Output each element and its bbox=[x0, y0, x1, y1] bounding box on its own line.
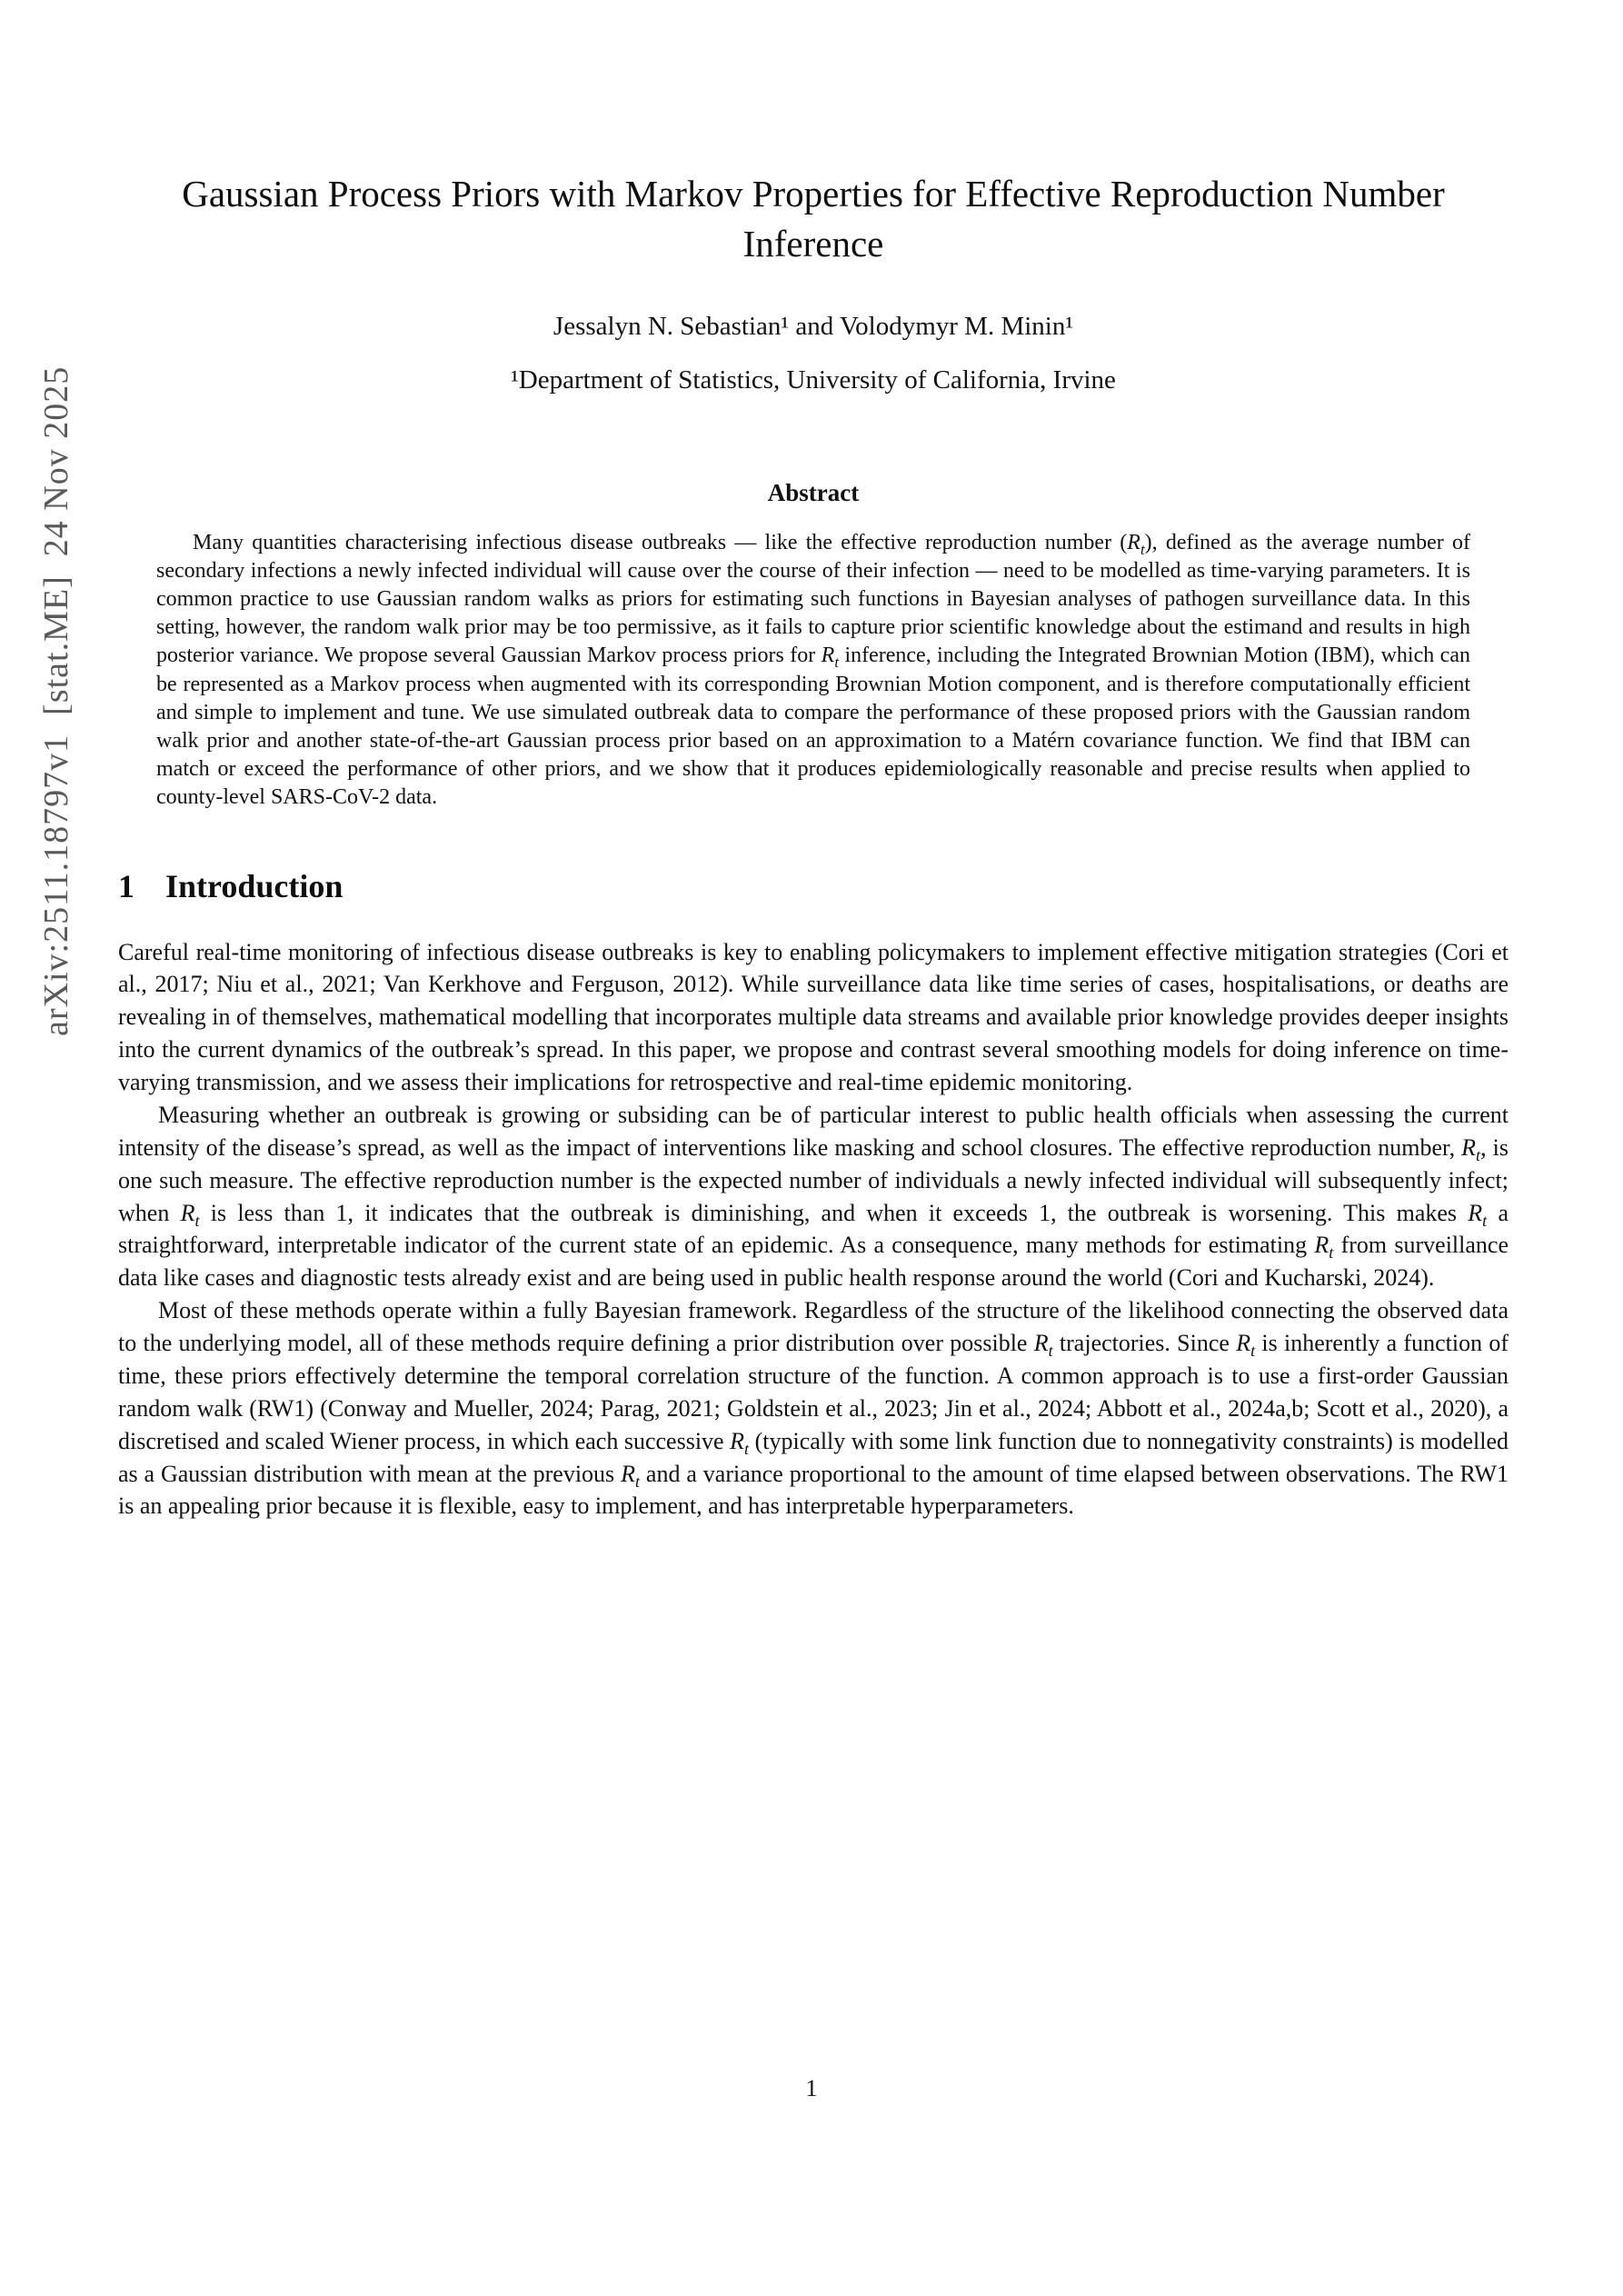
math-symbol: R bbox=[730, 1427, 745, 1454]
math-symbol: R bbox=[821, 644, 835, 668]
text-run: (typically with some link function due to nonnegativity constraints) is modelled as a Gaussian distribution with mean at the previous bbox=[118, 1427, 1508, 1487]
math-symbol: t bbox=[1048, 1342, 1053, 1361]
text-run: is less than 1, it indicates that the outbreak is diminishing, and when it exceeds 1, the outbreak is worsening. This makes bbox=[199, 1199, 1469, 1226]
page-number: 1 bbox=[805, 2075, 818, 2101]
math-symbol: t bbox=[1476, 1146, 1481, 1164]
paragraph bbox=[118, 1294, 1508, 1522]
abstract-heading: Abstract bbox=[767, 478, 860, 506]
paragraph bbox=[118, 936, 1508, 1099]
section-number: 1 bbox=[118, 867, 134, 904]
text-run: trajectories. Since bbox=[1052, 1330, 1237, 1357]
text-run: a straightforward, interpretable indicator of the current state of an epidemic. As a consequence, many methods for estimating bbox=[118, 1199, 1508, 1259]
text-run: , is one such measure. The effective reproduction number is the expected number of individuals a newly infected individual will subsequently infect; when bbox=[118, 1133, 1509, 1226]
text-run: Measuring whether an outbreak is growing or subsiding can be of particular interest to public health officials when assessing the current intensity of the disease’s spread, as well as the impact of interventions like masking and school closures. The effective reproduction number, bbox=[118, 1101, 1508, 1161]
math-symbol: R bbox=[1461, 1133, 1477, 1161]
section-title: Introduction bbox=[165, 867, 344, 904]
math-symbol: t bbox=[1140, 540, 1145, 558]
math-symbol: R bbox=[1033, 1330, 1049, 1357]
math-symbol: t bbox=[1482, 1211, 1488, 1230]
math-symbol: R bbox=[1314, 1232, 1329, 1259]
math-symbol: t bbox=[634, 1472, 641, 1491]
math-symbol: t bbox=[834, 654, 840, 672]
math-symbol: R bbox=[1236, 1330, 1251, 1357]
text-run: is inherently a function of time, these priors effectively determine the temporal correlation structure of the function. A common approach is to use a first-order Gaussian random walk (RW1) (Conway and Mueller, 2024; Parag, 2021; Goldstein et al., 2023; Jin et al., 2024; Abbott et al., 2024a,b; Scott et al., 2020), a discretised and scaled Wiener process, in which each successive bbox=[118, 1330, 1508, 1454]
math-symbol: R bbox=[1127, 530, 1140, 554]
text-run: Most of these methods operate within a fully Bayesian framework. Regardless of the structure of the likelihood connecting the observed data to the underlying model, all of these methods require defining a prior distribution over possible bbox=[118, 1297, 1508, 1357]
section-heading bbox=[118, 867, 1508, 905]
text-run: and a variance proportional to the amount of time elapsed between observations. The RW1 is an appealing prior because it is flexible, easy to implement, and has interpretable hyperparameters. bbox=[118, 1460, 1508, 1520]
math-symbol: t bbox=[1250, 1342, 1256, 1361]
text-run: Many quantities characterising infectious disease outbreaks — like the effective reproduction number ( bbox=[193, 530, 1128, 554]
text-run: ), defined as the average number of secondary infections a newly infected individual will cause over the course of their infection — need to be modelled as time-varying parameters. It is common practice to use Gaussian random walks as priors for estimating such functions in Bayesian analyses of pathogen surveillance data. In this setting, however, the random walk prior may be too permissive, as it fails to capture prior scientific knowledge about the estimand and results in high posterior variance. We propose several Gaussian Markov process priors for bbox=[156, 530, 1470, 668]
paper-content bbox=[118, 0, 1508, 1522]
math-symbol: R bbox=[180, 1199, 195, 1226]
authors-line: Jessalyn N. Sebastian¹ and Volodymyr M. Minin¹ bbox=[553, 311, 1074, 341]
paper-title: Gaussian Process Priors with Markov Properties for Effective Reproduction Number Inference bbox=[182, 173, 1445, 265]
math-symbol: t bbox=[194, 1211, 200, 1230]
affiliation-line: ¹Department of Statistics, University of California, Irvine bbox=[511, 364, 1116, 394]
text-run: Careful real-time monitoring of infectious disease outbreaks is key to enabling policymakers to implement effective mitigation strategies (Cori et al., 2017; Niu et al., 2021; Van Kerkhove and Ferguson, 2012). While surveillance data like time series of cases, hospitalisations, or deaths are revealing in of themselves, mathematical modelling that incorporates multiple data streams and available prior knowledge provides deeper insights into the current dynamics of the outbreak’s spread. In this paper, we propose and contrast several smoothing models for doing inference on time-varying transmission, and we assess their implications for retrospective and real-time epidemic monitoring. bbox=[118, 938, 1508, 1096]
math-symbol: R bbox=[621, 1460, 635, 1487]
section-body bbox=[118, 936, 1508, 1523]
abstract-body bbox=[156, 529, 1470, 813]
paragraph bbox=[118, 1099, 1508, 1294]
text-run: inference, including the Integrated Brownian Motion (IBM), which can be represented as a Markov process when augmented with its corresponding Brownian Motion component, and is therefore computationally efficient and simple to implement and tune. We use simulated outbreak data to compare the performance of these proposed priors with the Gaussian random walk prior and another state-of-the-art Gaussian process prior based on an approximation to a Matérn covariance function. We find that IBM can match or exceed the performance of other priors, and we show that it produces epidemiologically reasonable and precise results when applied to county-level SARS-CoV-2 data. bbox=[156, 644, 1470, 810]
arxiv-stamp: arXiv:2511.18797v1 [stat.ME] 24 Nov 2025 bbox=[37, 365, 75, 1036]
math-symbol: R bbox=[1468, 1199, 1483, 1226]
text-run: from surveillance data like cases and diagnostic tests already exist and are being used in public health response around the world (Cori and Kucharski, 2024). bbox=[118, 1232, 1508, 1292]
math-symbol: t bbox=[1329, 1243, 1334, 1263]
math-symbol: t bbox=[744, 1439, 750, 1458]
